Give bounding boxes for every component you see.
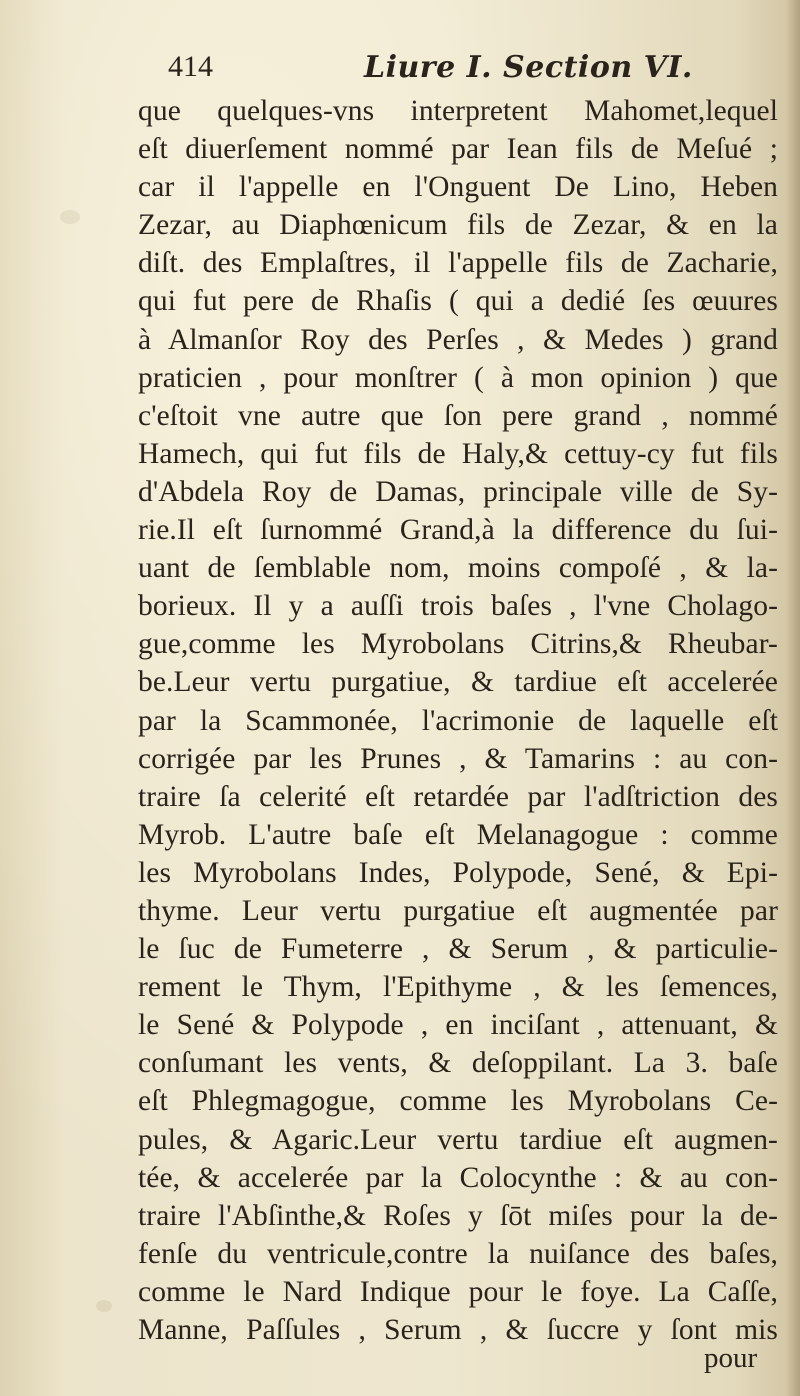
catchword: pour — [704, 1342, 758, 1374]
text-line: Myrob. L'autre baſe eſt Melanagogue : comme — [138, 818, 778, 851]
text-line: car il l'appelle en l'Onguent De Lino, Heben — [138, 171, 778, 204]
text-line: be.Leur vertu purgatiue, & tardiue eſt accelerée — [138, 666, 778, 699]
text-line: praticien , pour monſtrer ( à mon opinion ) que — [138, 361, 778, 394]
page-header — [162, 48, 762, 96]
text-line: rie.Il eſt ſurnommé Grand,à la difference du ſui- — [138, 514, 778, 547]
text-line: à Almanſor Roy des Perſes , & Medes ) grand — [138, 323, 778, 356]
text-line: Hamech, qui fut fils de Haly,& cettuy-cy fut fils — [138, 437, 778, 470]
text-line: conſumant les vents, & deſoppilant. La 3. baſe — [138, 1047, 778, 1080]
text-line: les Myrobolans Indes, Polypode, Sené, & Epi- — [138, 856, 778, 889]
text-line: pules, & Agaric.Leur vertu tardiue eſt augmen- — [138, 1123, 778, 1156]
text-line: Zezar, au Diaphœnicum fils de Zezar, & en la — [138, 209, 778, 242]
running-title: Liure I. Section VI. — [364, 50, 693, 85]
page-number: 414 — [168, 50, 213, 83]
text-line: d'Abdela Roy de Damas, principale ville de Sy- — [138, 475, 778, 508]
text-line: le Sené & Polypode , en inciſant , attenuant, & — [138, 1009, 778, 1042]
text-line: qui fut pere de Rhaſis ( qui a dedié ſes œuures — [138, 285, 778, 318]
text-line: fenſe du ventricule,contre la nuiſance des baſes, — [138, 1237, 778, 1270]
text-line: gue,comme les Myrobolans Citrins,& Rheubar- — [138, 628, 778, 661]
text-line: tée, & accelerée par la Colocynthe : & au con- — [138, 1161, 778, 1194]
text-line: eſt Phlegmagogue, comme les Myrobolans Ce- — [138, 1085, 778, 1118]
text-line: corrigée par les Prunes , & Tamarins : au con- — [138, 742, 778, 775]
text-line: traire ſa celerité eſt retardée par l'adſtriction des — [138, 780, 778, 813]
text-line: que quelques-vns interpretent Mahomet,lequel — [138, 95, 778, 127]
text-line: Manne, Paſſules , Serum , & ſuccre y ſont mis — [138, 1314, 778, 1346]
text-line: traire l'Abſinthe,& Roſes y ſōt miſes pour la de- — [138, 1199, 778, 1232]
text-line: eſt diuerſement nommé par Iean fils de Meſué ; — [138, 133, 778, 166]
page-edge-shadow — [786, 0, 800, 1396]
text-line: uant de ſemblable nom, moins compoſé , & la- — [138, 552, 778, 585]
paper-stain — [96, 1300, 112, 1312]
text-line: par la Scammonée, l'acrimonie de laquelle eſt — [138, 704, 778, 737]
text-line: borieux. Il y a auſſi trois baſes , l'vne Cholago- — [138, 590, 778, 623]
text-line: c'eſtoit vne autre que ſon pere grand , nommé — [138, 399, 778, 432]
text-line: comme le Nard Indique pour le foye. La Caſſe, — [138, 1275, 778, 1308]
paper-stain — [60, 210, 80, 224]
text-line: le ſuc de Fumeterre , & Serum , & particulie- — [138, 933, 778, 966]
text-line: rement le Thym, l'Epithyme , & les ſemences, — [138, 971, 778, 1004]
text-line: diſt. des Emplaſtres, il l'appelle fils de Zacharie, — [138, 247, 778, 280]
body-text — [138, 92, 778, 1349]
text-line: thyme. Leur vertu purgatiue eſt augmentée par — [138, 894, 778, 927]
